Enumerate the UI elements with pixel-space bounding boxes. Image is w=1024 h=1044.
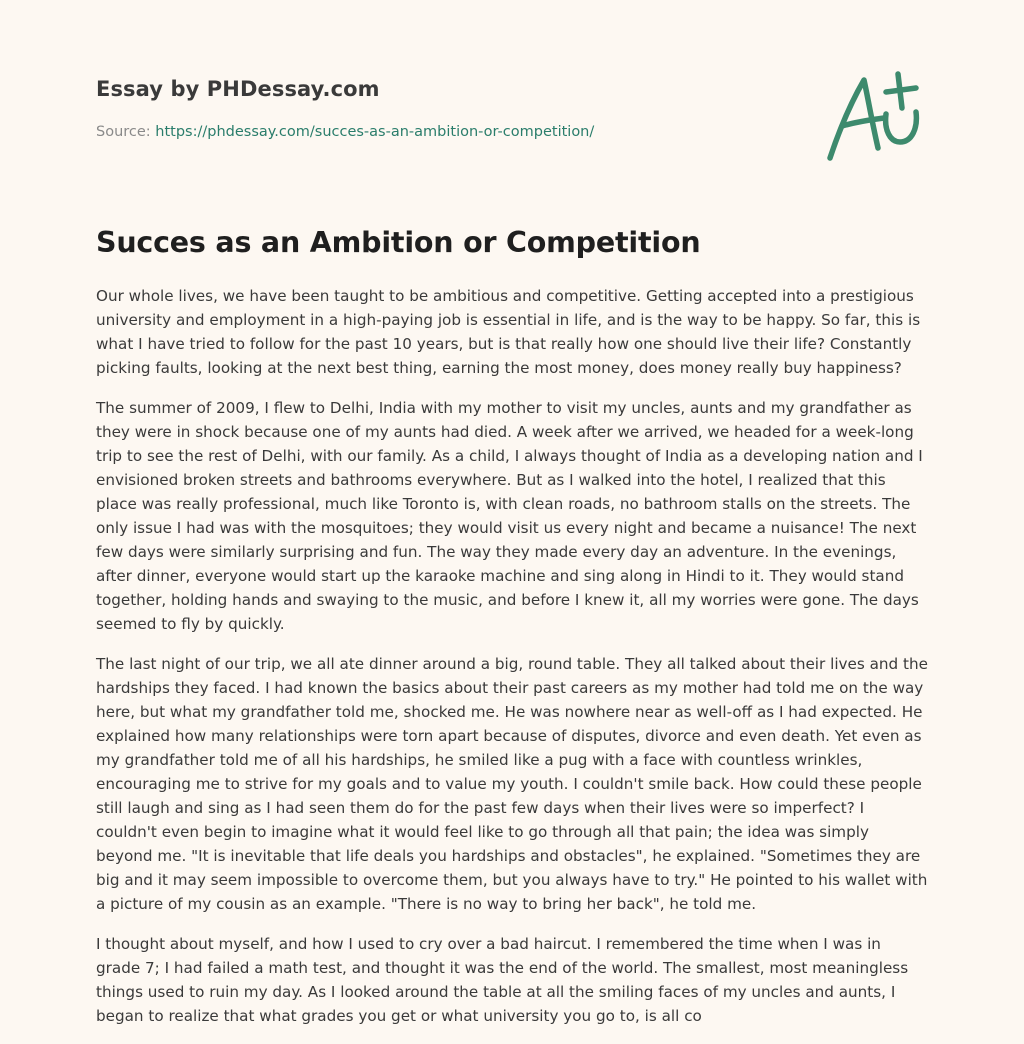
essay-paragraph: Our whole lives, we have been taught to be ambitious and competitive. Getting accepted into a prestigious university and employment in a high-paying job is essential in life, and is the way to be happy. So far, this is what I have tried to follow for the past 10 years, but is that really how one should live their life? Constantly picking faults, looking at the next best thing, earning the most money, does money really buy happiness?: [96, 287, 921, 377]
source-link[interactable]: https://phdessay.com/succes-as-an-ambition-or-competition/: [155, 124, 595, 140]
site-title: Essay by PHDessay.com: [96, 77, 380, 101]
essay-paragraph: The summer of 2009, I flew to Delhi, India with my mother to visit my uncles, aunts and my grandfather as they were in shock because one of my aunts had died. A week after we arrived, we headed for a week-long trip to see the rest of Delhi, with our family. As a child, I always thought of India as a developing nation and I envisioned broken streets and bathrooms everywhere. But as I walked into the hotel, I realized that this place was really professional, much like Toronto is, with clean roads, no bathroom stalls on the streets. The only issue I had was with the mosquitoes; they would visit us every night and became a nuisance! The next few days were similarly surprising and fun. The way they made every day an adventure. In the evenings, after dinner, everyone would start up the karaoke machine and sing along in Hindi to it. They would stand together, holding hands and swaying to the music, and before I knew it, all my worries were gone. The days seemed to fly by quickly.: [96, 399, 923, 633]
source-label: Source:: [96, 124, 156, 140]
essay-title: Succes as an Ambition or Competition: [96, 226, 701, 259]
essay-body: [96, 284, 928, 1044]
essay-page: [96, 0, 928, 1025]
source-line: [96, 124, 594, 140]
a-plus-logo-icon: [824, 68, 928, 164]
essay-paragraph: I thought about myself, and how I used to cry over a bad haircut. I remembered the time when I was in grade 7; I had failed a math test, and thought it was the end of the world. The smallest, most meaningless things used to ruin my day. As I looked around the table at all the smiling faces of my uncles and aunts, I began to realize that what grades you get or what university you go to, is all co: [96, 935, 909, 1025]
essay-paragraph: The last night of our trip, we all ate dinner around a big, round table. They all talked about their lives and the hardships they faced. I had known the basics about their past careers as my mother had told me on the way here, but what my grandfather told me, shocked me. He was nowhere near as well-off as I had expected. He explained how many relationships were torn apart because of disputes, divorce and even death. Yet even as my grandfather told me of all his hardships, he smiled like a pug with a face with countless wrinkles, encouraging me to strive for my goals and to value my youth. I couldn't smile back. How could these people still laugh and sing as I had seen them do for the past few days when their lives were so imperfect? I couldn't even begin to imagine what it would feel like to go through all that pain; the idea was simply beyond me. "It is inevitable that life deals you hardships and obstacles", he explained. "Sometimes they are big and it may seem impossible to overcome them, but you always have to try." He pointed to his wallet with a picture of my cousin as an example. "There is no way to bring her back", he told me.: [96, 655, 928, 913]
